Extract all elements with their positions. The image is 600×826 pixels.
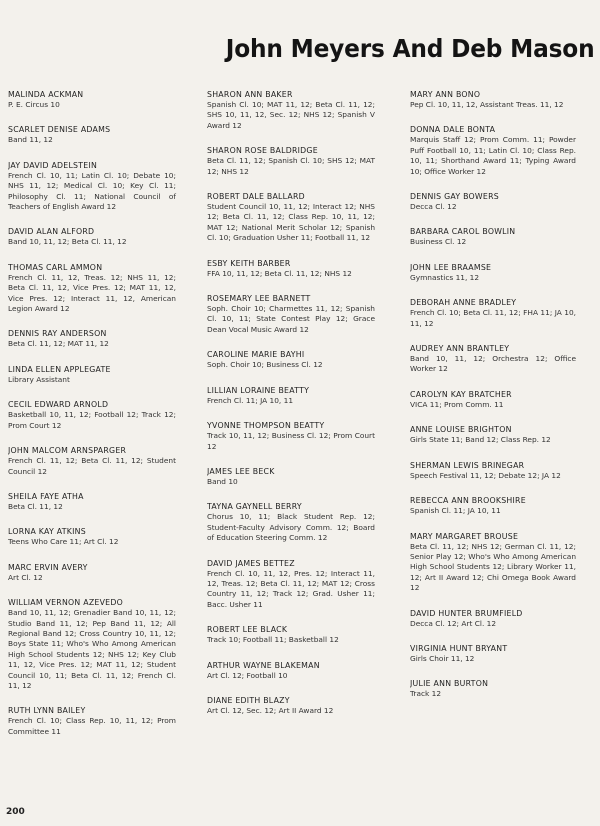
student-name: REBECCA ANN BROOKSHIRE xyxy=(410,496,526,506)
student-entry xyxy=(410,644,576,664)
student-name: MALINDA ACKMAN xyxy=(8,90,84,99)
student-entry xyxy=(207,625,375,645)
student-entry xyxy=(8,365,176,385)
student-activities: French Cl. 10, 11; Latin Cl. 10; Debate 10; NHS 11, 12; Medical Cl. 10; Key Cl. 11; Philosophy Cl. 11; National Council of Teachers of English Award 12 xyxy=(8,170,176,212)
student-activities: Beta Cl. 11, 12 xyxy=(8,501,63,511)
student-entry xyxy=(207,421,375,452)
student-entry xyxy=(410,609,576,629)
student-entry xyxy=(207,467,375,487)
student-activities: Decca Cl. 12 xyxy=(410,202,457,212)
student-entry xyxy=(410,344,576,375)
student-activities: French Cl. 10; Beta Cl. 11, 12; FHA 11; JA 10, 11, 12 xyxy=(410,308,576,328)
student-entry xyxy=(410,461,576,481)
student-activities: Marquis Staff 12; Prom Comm. 11; Powder Puff Football 10, 11; Latin Cl. 10; Class Rep. 10, 11; Shorthand Award 11; Typing Award 10; Office Worker 12 xyxy=(410,135,576,176)
student-name: DAVID HUNTER BRUMFIELD xyxy=(410,608,523,618)
page-title: John Meyers And Deb Mason xyxy=(225,34,594,63)
student-activities: Spanish Cl. 10; MAT 11, 12; Beta Cl. 11, 12; SHS 10, 11, 12, Sec. 12; NHS 12; Spanish V Award 12 xyxy=(207,100,375,130)
student-entry xyxy=(8,400,176,431)
student-activities: French Cl. 10; Class Rep. 10, 11, 12; Prom Committee 11 xyxy=(8,716,176,736)
student-entry xyxy=(207,502,375,543)
student-entry xyxy=(410,425,576,445)
student-entry xyxy=(8,527,176,547)
student-entry xyxy=(410,227,576,247)
student-entry xyxy=(8,706,176,737)
student-entry xyxy=(207,696,375,716)
student-name: DENNIS RAY ANDERSON xyxy=(8,329,107,339)
student-activities: Soph. Choir 10; Business Cl. 12 xyxy=(207,360,323,370)
student-name: MARY MARGARET BROUSE xyxy=(410,531,519,541)
student-entry xyxy=(410,263,576,283)
student-entry xyxy=(8,161,176,213)
student-activities: Business Cl. 12 xyxy=(410,237,467,247)
student-activities: VICA 11; Prom Comm. 11 xyxy=(410,399,504,409)
student-name: SHARON ANN BAKER xyxy=(207,90,293,99)
student-entry xyxy=(207,90,375,131)
student-name: THOMAS CARL AMMON xyxy=(8,262,103,272)
student-activities: P. E. Circus 10 xyxy=(8,100,60,109)
student-name: VIRGINIA HUNT BRYANT xyxy=(410,643,508,653)
student-activities: Girls State 11; Band 12; Class Rep. 12 xyxy=(410,435,551,445)
student-name: LINDA ELLEN APPLEGATE xyxy=(8,364,111,374)
student-entry xyxy=(207,559,375,611)
student-entry xyxy=(410,192,576,212)
student-activities: Art Cl. 12; Football 10 xyxy=(207,670,288,680)
student-name: LILLIAN LORAINE BEATTY xyxy=(207,385,310,395)
student-name: ROBERT DALE BALLARD xyxy=(207,192,305,202)
student-activities: FFA 10, 11, 12; Beta Cl. 11, 12; NHS 12 xyxy=(207,268,352,278)
student-entry xyxy=(207,294,375,335)
student-activities: Beta Cl. 11, 12; Spanish Cl. 10; SHS 12; MAT 12; NHS 12 xyxy=(207,156,375,176)
student-entry xyxy=(207,661,375,681)
student-entry xyxy=(410,90,576,110)
student-activities: French Cl. 10, 11, 12, Pres. 12; Interact 11, 12, Treas. 12; Beta Cl. 11, 12; MAT 12; Cross Country 11, 12; Track 12; Grad. Usher 11; Bacc. Usher 11 xyxy=(207,568,375,609)
student-entry xyxy=(410,496,576,516)
student-name: ROBERT LEE BLACK xyxy=(207,625,288,635)
student-name: TAYNA GAYNELL BERRY xyxy=(207,502,302,512)
student-activities: Speech Festival 11, 12; Debate 12; JA 12 xyxy=(410,470,561,480)
student-name: DONNA DALE BONTA xyxy=(410,125,496,135)
student-entry xyxy=(8,598,176,691)
student-activities: Decca Cl. 12; Art Cl. 12 xyxy=(410,618,497,628)
student-name: DIANE EDITH BLAZY xyxy=(207,695,290,705)
student-activities: Soph. Choir 10; Charmettes 11, 12; Spanish Cl. 10, 11; State Contest Play 12; Grace Dean Vocal Music Award 12 xyxy=(207,304,375,334)
student-activities: Track 10, 11, 12; Business Cl. 12; Prom Court 12 xyxy=(207,431,375,451)
column-3 xyxy=(410,90,576,715)
student-entry xyxy=(8,263,176,315)
student-entry xyxy=(207,146,375,177)
student-activities: Pep Cl. 10, 11, 12, Assistant Treas. 11, 12 xyxy=(410,100,564,109)
student-entry xyxy=(8,227,176,247)
student-name: YVONNE THOMPSON BEATTY xyxy=(207,421,325,431)
student-activities: Beta Cl. 11, 12; MAT 11, 12 xyxy=(8,339,109,349)
student-name: BARBARA CAROL BOWLIN xyxy=(410,227,516,237)
student-activities: Girls Choir 11, 12 xyxy=(410,653,475,663)
student-name: ARTHUR WAYNE BLAKEMAN xyxy=(207,660,320,670)
student-activities: Art Cl. 12 xyxy=(8,572,43,582)
student-entry xyxy=(207,386,375,406)
student-activities: French Cl. 11, 12; Beta Cl. 11, 12; Student Council 12 xyxy=(8,456,176,476)
student-entry xyxy=(410,298,576,329)
student-name: ESBY KEITH BARBER xyxy=(207,258,291,268)
student-entry xyxy=(207,259,375,279)
student-entry xyxy=(410,125,576,177)
student-name: MARY ANN BONO xyxy=(410,90,481,99)
student-entry xyxy=(8,125,176,145)
student-name: SHARON ROSE BALDRIDGE xyxy=(207,146,318,156)
student-name: DEBORAH ANNE BRADLEY xyxy=(410,298,517,308)
student-name: CECIL EDWARD ARNOLD xyxy=(8,400,109,410)
student-name: LORNA KAY ATKINS xyxy=(8,527,86,537)
student-activities: Band 10, 11, 12; Grenadier Band 10, 11, 12; Studio Band 11, 12; Pep Band 11, 12; All Regional Band 12; Cross Country 10, 11, 12; Boys State 11; Who's Who Among American High School Students 12; NHS 12; Key Club 11, 12, Vice Pres. 12; MAT 11, 12; Student Council 10, 11; Beta Cl. 11, 12; French Cl. 11, 12 xyxy=(8,608,176,690)
column-2 xyxy=(207,90,375,731)
student-activities: Art Cl. 12, Sec. 12; Art II Award 12 xyxy=(207,705,334,715)
student-name: ROSEMARY LEE BARNETT xyxy=(207,294,311,304)
student-activities: Student Council 10, 11, 12; Interact 12; NHS 12; Beta Cl. 11, 12; Class Rep. 10, 11, 12; MAT 12; National Merit Scholar 12; Spanish Cl. 10; Graduation Usher 11; Football 11, 12 xyxy=(207,202,375,243)
student-activities: Library Assistant xyxy=(8,374,70,384)
student-name: RUTH LYNN BAILEY xyxy=(8,706,86,716)
student-entry xyxy=(8,563,176,583)
student-name: DENNIS GAY BOWERS xyxy=(410,192,499,202)
student-name: JAMES LEE BECK xyxy=(207,466,275,476)
student-name: MARC ERVIN AVERY xyxy=(8,562,88,572)
student-entry xyxy=(8,329,176,349)
student-entry xyxy=(207,350,375,370)
student-name: SCARLET DENISE ADAMS xyxy=(8,125,111,135)
student-entry xyxy=(410,532,576,594)
student-name: SHEILA FAYE ATHA xyxy=(8,491,84,501)
student-activities: Beta Cl. 11, 12; NHS 12; German Cl. 11, 12; Senior Play 12; Who's Who Among American High School Students 12; Library Worker 11, 12; Art II Award 12; Chi Omega Book Award 12 xyxy=(410,541,576,593)
student-entry xyxy=(8,446,176,477)
student-entry xyxy=(8,90,176,110)
student-activities: Track 12 xyxy=(410,689,442,699)
student-entry xyxy=(410,679,576,699)
student-activities: Band 10, 11, 12; Orchestra 12; Office Worker 12 xyxy=(410,354,576,374)
student-entry xyxy=(8,492,176,512)
student-activities: Band 10, 11, 12; Beta Cl. 11, 12 xyxy=(8,237,127,247)
student-name: CAROLINE MARIE BAYHI xyxy=(207,350,305,360)
student-name: CAROLYN KAY BRATCHER xyxy=(410,389,512,399)
student-name: DAVID ALAN ALFORD xyxy=(8,227,95,237)
student-name: JOHN LEE BRAAMSE xyxy=(410,262,492,272)
student-activities: French Cl. 11; JA 10, 11 xyxy=(207,395,294,405)
student-name: AUDREY ANN BRANTLEY xyxy=(410,344,510,354)
student-activities: Band 10 xyxy=(207,476,238,486)
student-name: WILLIAM VERNON AZEVEDO xyxy=(8,598,123,608)
student-name: JAY DAVID ADELSTEIN xyxy=(8,160,98,170)
student-name: SHERMAN LEWIS BRINEGAR xyxy=(410,460,525,470)
student-entry xyxy=(207,192,375,244)
student-entry xyxy=(410,390,576,410)
student-activities: Band 11, 12 xyxy=(8,135,53,145)
student-activities: Spanish Cl. 11; JA 10, 11 xyxy=(410,506,501,516)
student-name: JOHN MALCOM ARNSPARGER xyxy=(8,446,127,456)
student-activities: Chorus 10, 11; Black Student Rep. 12; Student-Faculty Advisory Comm. 12; Board of Education Steering Comm. 12 xyxy=(207,512,375,543)
student-activities: Track 10; Football 11; Basketball 12 xyxy=(207,635,339,645)
student-activities: Basketball 10, 11, 12; Football 12; Track 12; Prom Court 12 xyxy=(8,410,176,430)
page-number: 200 xyxy=(6,807,25,817)
student-name: DAVID JAMES BETTEZ xyxy=(207,558,295,568)
student-name: ANNE LOUISE BRIGHTON xyxy=(410,425,512,435)
column-1 xyxy=(8,90,176,752)
student-name: JULIE ANN BURTON xyxy=(410,679,489,689)
student-activities: French Cl. 11, 12, Treas. 12; NHS 11, 12; Beta Cl. 11, 12, Vice Pres. 12; MAT 11, 12, Vice Pres. 12; Interact 11, 12, American Legion Award 12 xyxy=(8,272,176,314)
student-activities: Teens Who Care 11; Art Cl. 12 xyxy=(8,537,119,547)
student-activities: Gymnastics 11, 12 xyxy=(410,272,480,282)
